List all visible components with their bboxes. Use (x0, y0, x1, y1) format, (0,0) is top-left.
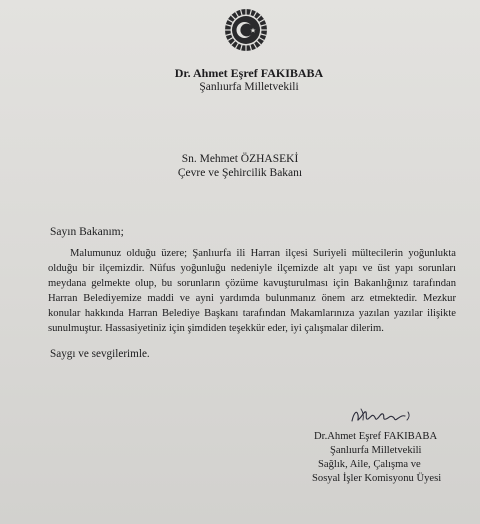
letter-body: Malumunuz olduğu üzere; Şanlıurfa ili Harran ilçesi Suriyeli mültecilerin yoğunlukta olduğu bir ilçemizdir. Nüfus yoğunluğu nedeniyle ilçemizde alt yapı ve üst yapı sorunları meydana gelmekte olup, bu sorunların çözüme kavuşturulması için Bakanlığınız tarafından Harran Belediyemize maddi ve ayni yardımda bulunmanız önem arz etmektedir. Mezkur konular hakkında Harran Belediye Başkanı tarafından Makamlarınıza yazılan yazılar ilişikte sunulmuştur. Hassasiyetiniz için şimdiden teşekkür eder, iyi çalışmalar dilerim. (48, 248, 456, 334)
salutation: Sayın Bakanım; (50, 226, 124, 238)
letterhead (0, 66, 480, 94)
parliament-emblem-icon (224, 8, 268, 52)
recipient-title: Çevre ve Şehircilik Bakanı (177, 167, 303, 179)
sender-role: Şanlıurfa Milletvekili (199, 81, 299, 93)
recipient-name: Sn. Mehmet ÖZHASEKİ (181, 153, 299, 165)
signature-name: Dr.Ahmet Eşref FAKIBABA (314, 431, 438, 442)
signature-committee-line2: Sosyal İşler Komisyonu Üyesi (312, 473, 442, 484)
recipient-block (0, 152, 480, 180)
sender-name: Dr. Ahmet Eşref FAKIBABA (174, 66, 324, 80)
signature-committee-line1: Sağlık, Aile, Çalışma ve (318, 459, 421, 470)
signature-block (304, 430, 474, 486)
signature-role: Şanlıurfa Milletvekili (330, 445, 422, 456)
handwritten-signature (348, 406, 414, 426)
closing-line: Saygı ve sevgilerimle. (50, 348, 150, 360)
